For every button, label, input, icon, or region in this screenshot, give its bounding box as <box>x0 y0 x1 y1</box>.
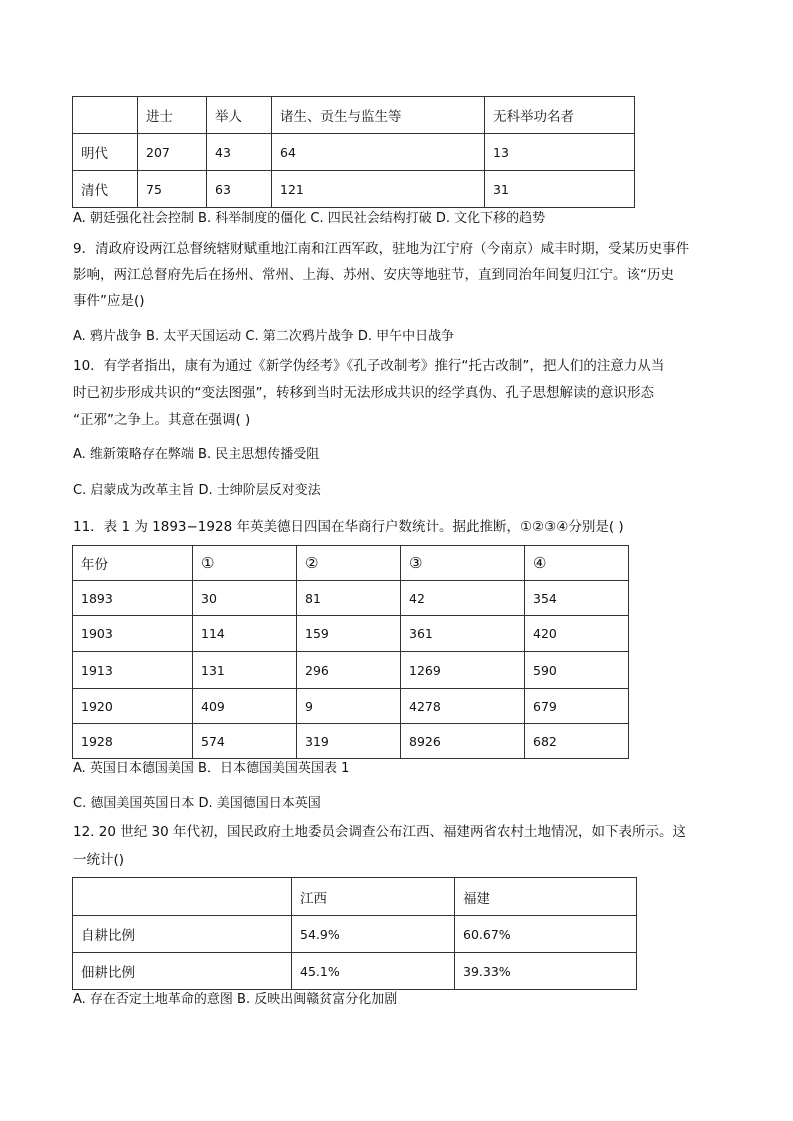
table-cell: 60.67% <box>455 916 637 953</box>
q12-stem-line: 一统计() <box>73 852 125 868</box>
table-cell: 354 <box>525 581 629 616</box>
table-header-cell: ② <box>297 546 401 581</box>
table-header-cell: ① <box>193 546 297 581</box>
q9-stem-line: 影响，两江总督府先后在扬州、常州、上海、苏州、安庆等地驻节，直到同治年间复归江宁。该“历史 <box>73 267 674 283</box>
table-land <box>72 877 637 990</box>
table-cell: 4278 <box>401 689 525 724</box>
table-firms <box>72 545 629 759</box>
table-row <box>73 916 637 953</box>
table-row <box>73 953 637 990</box>
table-cell: 114 <box>193 616 297 652</box>
q8-options: A. 朝廷强化社会控制 B. 科举制度的僵化 C. 四民社会结构打破 D. 文化下移的趋势 <box>73 211 546 226</box>
table-header-row <box>73 878 637 916</box>
q9-stem-line: 9．清政府设两江总督统辖财赋重地江南和江西军政，驻地为江宁府（今南京）咸丰时期，受某历史事件 <box>73 241 690 257</box>
q10-stem-line: “正邪”之争上。其意在强调( ) <box>73 412 251 428</box>
table-cell: 42 <box>401 581 525 616</box>
table-cell: 682 <box>525 724 629 759</box>
table-cell: 1903 <box>73 616 193 652</box>
table-cell: 121 <box>272 171 485 208</box>
q10-stem-line: 时已初步形成共识的“变法图强”，转移到当时无法形成共识的经学真伪、孔子思想解读的意识形态 <box>73 385 654 401</box>
q9-stem-line: 事件”应是() <box>73 293 145 309</box>
q12-options-ab: A. 存在否定土地革命的意图 B. 反映出闽赣贫富分化加剧 <box>73 992 398 1007</box>
table-row <box>73 616 629 652</box>
table-cell: 45.1% <box>292 953 455 990</box>
q12-stem-line: 12. 20 世纪 30 年代初，国民政府土地委员会调查公布江西、福建两省农村土地情况，如下表所示。这 <box>73 824 686 840</box>
table-cell: 409 <box>193 689 297 724</box>
table-cell: 1920 <box>73 689 193 724</box>
table-row <box>73 134 635 171</box>
table-cell: 自耕比例 <box>73 916 292 953</box>
table-cell: 1928 <box>73 724 193 759</box>
table-header-row <box>73 546 629 581</box>
table-cell: 13 <box>485 134 635 171</box>
q9-options: A. 鸦片战争 B. 太平天国运动 C. 第二次鸦片战争 D. 甲午中日战争 <box>73 329 455 344</box>
table-cell: 9 <box>297 689 401 724</box>
table-header-cell <box>73 97 138 134</box>
table-cell: 31 <box>485 171 635 208</box>
table-cell: 590 <box>525 652 629 689</box>
table-cell: 296 <box>297 652 401 689</box>
table-cell: 43 <box>207 134 272 171</box>
table-cell: 39.33% <box>455 953 637 990</box>
table-header-cell: 进士 <box>138 97 207 134</box>
q11-options-cd: C. 德国美国英国日本 D. 美国德国日本英国 <box>73 796 321 811</box>
table-cell: 54.9% <box>292 916 455 953</box>
table-header-cell: ④ <box>525 546 629 581</box>
table-row <box>73 171 635 208</box>
table-cell: 63 <box>207 171 272 208</box>
table-ming-qing <box>72 96 635 208</box>
q11-options-ab: A. 英国日本德国美国 B．日本德国美国英国表 1 <box>73 761 350 776</box>
table-header-cell: 江西 <box>292 878 455 916</box>
table-header-cell <box>73 878 292 916</box>
q10-options-cd: C. 启蒙成为改革主旨 D. 士绅阶层反对变法 <box>73 483 321 498</box>
table-header-cell: 举人 <box>207 97 272 134</box>
table-cell: 1913 <box>73 652 193 689</box>
q10-stem-line: 10．有学者指出，康有为通过《新学伪经考》《孔子改制考》推行“托古改制”，把人们的注意力从当 <box>73 358 665 374</box>
table-cell: 319 <box>297 724 401 759</box>
table-header-cell: ③ <box>401 546 525 581</box>
table-cell: 30 <box>193 581 297 616</box>
table-cell: 8926 <box>401 724 525 759</box>
q11-stem: 11．表 1 为 1893−1928 年英美德日四国在华商行户数统计。据此推断，①②③④分别是( ) <box>73 519 624 535</box>
table-row <box>73 689 629 724</box>
table-cell: 75 <box>138 171 207 208</box>
table-cell: 420 <box>525 616 629 652</box>
table-header-cell: 福建 <box>455 878 637 916</box>
table-cell: 64 <box>272 134 485 171</box>
table-row <box>73 652 629 689</box>
table-cell: 1893 <box>73 581 193 616</box>
table-cell: 361 <box>401 616 525 652</box>
q10-options-ab: A. 维新策略存在弊端 B. 民主思想传播受阻 <box>73 447 320 462</box>
table-cell: 159 <box>297 616 401 652</box>
table-cell: 574 <box>193 724 297 759</box>
table-cell: 明代 <box>73 134 138 171</box>
table-header-cell: 诸生、贡生与监生等 <box>272 97 485 134</box>
table-header-cell: 年份 <box>73 546 193 581</box>
table-row <box>73 581 629 616</box>
table-cell: 81 <box>297 581 401 616</box>
table-cell: 清代 <box>73 171 138 208</box>
table-cell: 1269 <box>401 652 525 689</box>
table-header-cell: 无科举功名者 <box>485 97 635 134</box>
table-cell: 131 <box>193 652 297 689</box>
table-row <box>73 724 629 759</box>
table-cell: 佃耕比例 <box>73 953 292 990</box>
table-cell: 679 <box>525 689 629 724</box>
table-cell: 207 <box>138 134 207 171</box>
